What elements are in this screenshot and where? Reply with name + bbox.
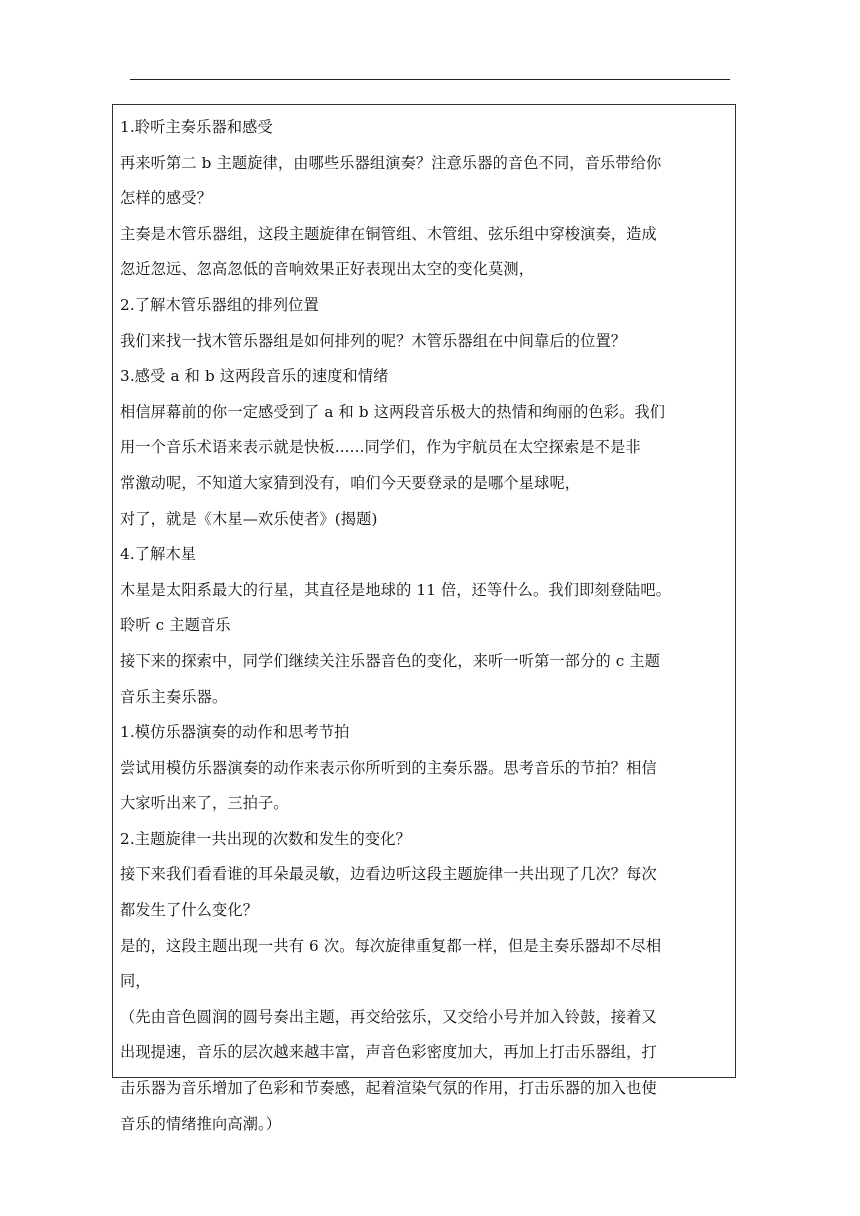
- lesson-text: [120, 110, 728, 1142]
- text-line: 接下来我们看看谁的耳朵最灵敏，边看边听这段主题旋律一共出现了几次？每次: [120, 865, 657, 884]
- text-line: 接下来的探索中，同学们继续关注乐器音色的变化，来听一听第一部分的 c 主题: [120, 651, 661, 670]
- text-line: 木星是太阳系最大的行星，其直径是地球的 11 倍，还等什么。我们即刻登陆吧。: [120, 580, 672, 599]
- text-line: 大家听出来了，三拍子。: [120, 794, 289, 813]
- text-line: 常激动呢，不知道大家猜到没有，咱们今天要登录的是哪个星球呢，: [120, 473, 581, 492]
- text-line: 1.模仿乐器演奏的动作和思考节拍: [120, 723, 350, 742]
- text-line: 2.主题旋律一共出现的次数和发生的变化？: [120, 829, 411, 848]
- text-line: 音乐的情绪推向高潮。）: [120, 1114, 282, 1133]
- text-line: 音乐主奏乐器。: [120, 687, 228, 706]
- text-line: 我们来找一找木管乐器组是如何排列的呢？木管乐器组在中间靠后的位置？: [120, 331, 627, 350]
- text-line: 击乐器为音乐增加了色彩和节奏感，起着渲染气氛的作用，打击乐器的加入也使: [120, 1079, 657, 1098]
- text-line: 出现提速，音乐的层次越来越丰富，声音色彩密度加大，再加上打击乐器组，打: [120, 1043, 657, 1062]
- text-line: 1.聆听主奏乐器和感受: [120, 118, 273, 136]
- text-line: 尝试用模仿乐器演奏的动作来表示你所听到的主奏乐器。思考音乐的节拍？相信: [120, 758, 657, 777]
- text-line: 同，: [120, 972, 151, 991]
- text-line: 用一个音乐术语来表示就是快板......同学们，作为宇航员在太空探索是不是非: [120, 438, 641, 457]
- text-line: 都发生了什么变化？: [120, 901, 259, 920]
- lesson-content-box: [112, 104, 736, 1133]
- text-line: 忽近忽远、忽高忽低的音响效果正好表现出太空的变化莫测，: [120, 260, 535, 279]
- text-line: 是的，这段主题出现一共有 6 次。每次旋律重复都一样，但是主奏乐器却不尽相: [120, 936, 662, 955]
- text-line: 对了，就是《木星—欢乐使者》(揭题): [120, 509, 378, 528]
- text-line: 聆听 c 主题音乐: [120, 616, 231, 635]
- text-line: （先由音色圆润的圆号奏出主题，再交给弦乐，又交给小号并加入铃鼓，接着又: [120, 1007, 657, 1026]
- text-line: 2.了解木管乐器组的排列位置: [120, 295, 319, 314]
- text-line: 4.了解木星: [120, 545, 197, 564]
- text-line: 怎样的感受？: [120, 189, 213, 208]
- text-line: 相信屏幕前的你一定感受到了 a 和 b 这两段音乐极大的热情和绚丽的色彩。我们: [120, 402, 666, 421]
- text-line: 3.感受 a 和 b 这两段音乐的速度和情绪: [120, 367, 389, 386]
- header-rule: [130, 79, 730, 80]
- text-line: 主奏是木管乐器组，这段主题旋律在铜管组、木管组、弦乐组中穿梭演奏，造成: [120, 224, 657, 243]
- text-line: 再来听第二 b 主题旋律，由哪些乐器组演奏？注意乐器的音色不同，音乐带给你: [120, 153, 662, 172]
